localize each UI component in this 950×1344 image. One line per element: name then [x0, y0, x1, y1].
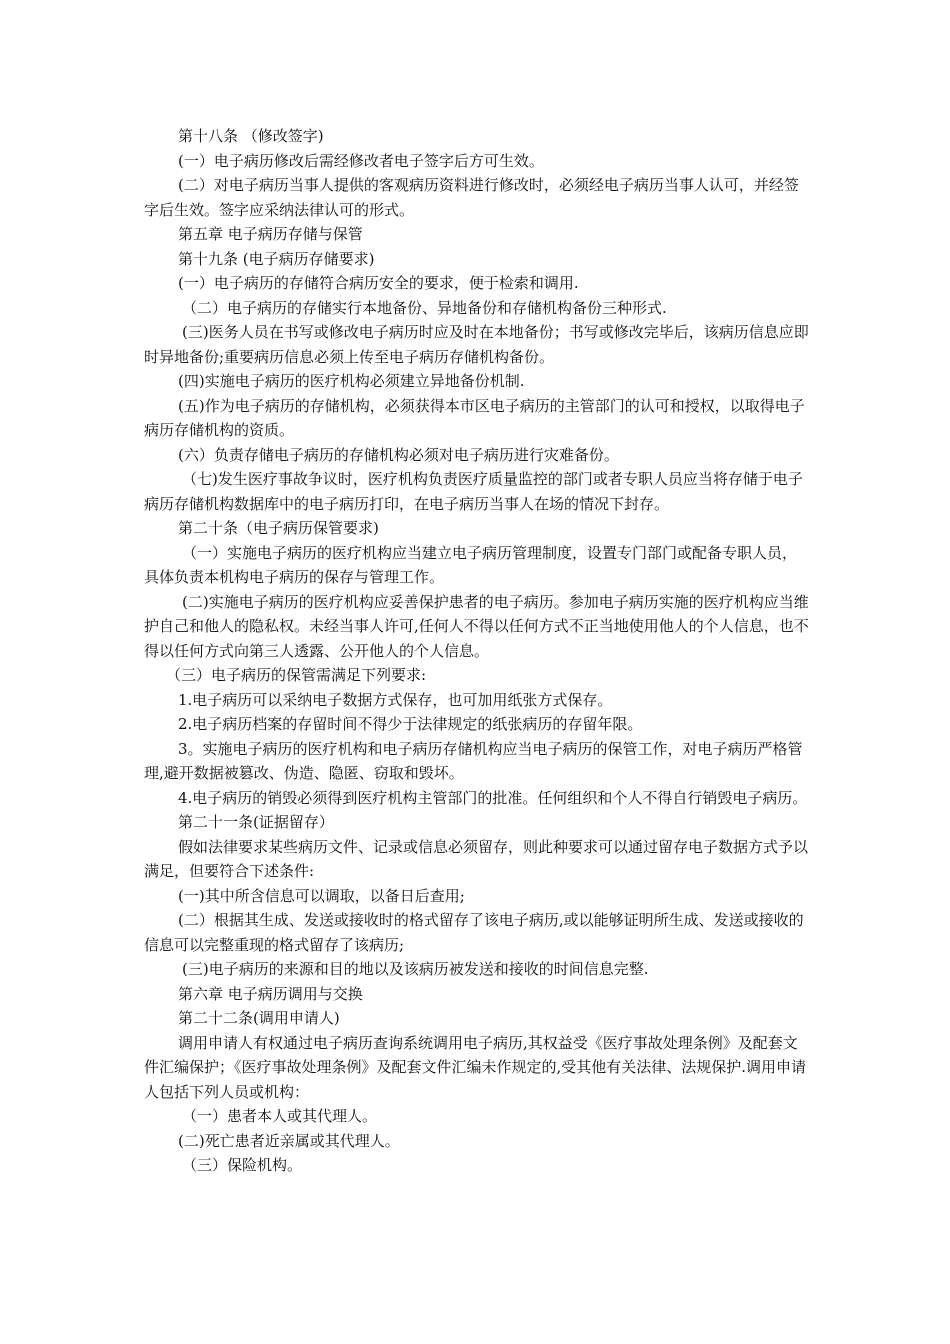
paragraph: (一)其中所含信息可以调取，以备日后查用;: [178, 886, 465, 905]
paragraph: (五)作为电子病历的存储机构，必须获得本市区电子病历的主管部门的认可和授权，以取得电子病历存储机构的资质。: [144, 396, 805, 439]
paragraph: 4.电子病历的销毁必须得到医疗机构主管部门的批准。任何组织和个人不得自行销毁电子病历。: [178, 788, 808, 807]
paragraph: (二）根据其生成、发送或接收时的格式留存了该电子病历,或以能够证明所生成、发送或接收的信息可以完整重现的格式留存了该病历;: [144, 911, 804, 954]
paragraph: (二）对电子病历当事人提供的客观病历资料进行修改时，必须经电子病历当事人认可，并经签字后生效。签字应采纳法律认可的形式。: [144, 176, 799, 219]
paragraph: （三）保险机构。: [182, 1156, 303, 1174]
paragraph: 第六章 电子病历调用与交换: [178, 984, 363, 1003]
paragraph: (一）电子病历的存储符合病历安全的要求，便于检索和调用.: [178, 274, 579, 292]
paragraph: 第二十二条(调用申请人): [178, 1009, 340, 1027]
paragraph: （一）患者本人或其代理人。: [182, 1107, 378, 1125]
paragraph: (三)电子病历的来源和目的地以及该病历被发送和接收的时间信息完整.: [182, 960, 649, 978]
paragraph: (二)死亡患者近亲属或其代理人。: [178, 1131, 400, 1150]
paragraph: 调用申请人有权通过电子病历查询系统调用电子病历,其权益受《医疗事故处理条例》及配套文件汇编保护；《医疗事故处理条例》及配套文件汇编未作规定的,受其他有关法律、法规保护.调用申请人包括下列人员或机构：: [144, 1033, 807, 1101]
paragraph: 第五章 电子病历存储与保管: [178, 225, 363, 243]
paragraph: 第二十一条(证据留存）: [178, 813, 334, 831]
paragraph: 3。实施电子病历的医疗机构和电子病历存储机构应当电子病历的保管工作，对电子病历严格管理,避开数据被篡改、伪造、隐匿、窃取和毁坏。: [144, 739, 803, 782]
paragraph: (六）负责存储电子病历的存储机构必须对电子病历进行灾难备份。: [178, 445, 619, 464]
paragraph: (四)实施电子病历的医疗机构必须建立异地备份机制.: [178, 372, 525, 390]
paragraph: 第二十条（电子病历保管要求): [178, 519, 379, 537]
paragraph: (三)医务人员在书写或修改电子病历时应及时在本地备份；书写或修改完毕后，该病历信息应即时异地备份;重要病历信息必须上传至电子病历存储机构备份。: [144, 323, 809, 366]
paragraph: 第十八条 （修改签字): [178, 127, 324, 145]
paragraph: 第十九条 (电子病历存储要求): [178, 249, 375, 268]
document-body: [144, 124, 810, 1178]
paragraph: 假如法律要求某些病历文件、记录或信息必须留存，则此种要求可以通过留存电子数据方式予以满足，但要符合下述条件:: [144, 837, 809, 880]
paragraph: (二)实施电子病历的医疗机构应妥善保护患者的电子病历。参加电子病历实施的医疗机构应当维护自己和他人的隐私权。未经当事人许可,任何人不得以任何方式不正当地使用他人的个人信息，也不得以任何方式向第三人透露、公开他人的个人信息。: [144, 592, 809, 660]
paragraph: (一）电子病历修改后需经修改者电子签字后方可生效。: [178, 151, 544, 170]
paragraph: （七)发生医疗事故争议时，医疗机构负责医疗质量监控的部门或者专职人员应当将存储于电子病历存储机构数据库中的电子病历打印，在电子病历当事人在场的情况下封存。: [144, 470, 803, 513]
paragraph: 2.电子病历档案的存留时间不得少于法律规定的纸张病历的存留年限。: [178, 715, 643, 733]
paragraph: 1.电子病历可以采纳电子数据方式保存，也可加用纸张方式保存。: [178, 690, 613, 709]
paragraph: （一）实施电子病历的医疗机构应当建立电子病历管理制度，设置专门部门或配备专职人员，具体负责本机构电子病历的保存与管理工作。: [144, 543, 798, 586]
paragraph: （二）电子病历的存储实行本地备份、异地备份和存储机构备份三种形式.: [182, 298, 667, 317]
paragraph: （三）电子病历的保管需满足下列要求:: [166, 666, 427, 684]
